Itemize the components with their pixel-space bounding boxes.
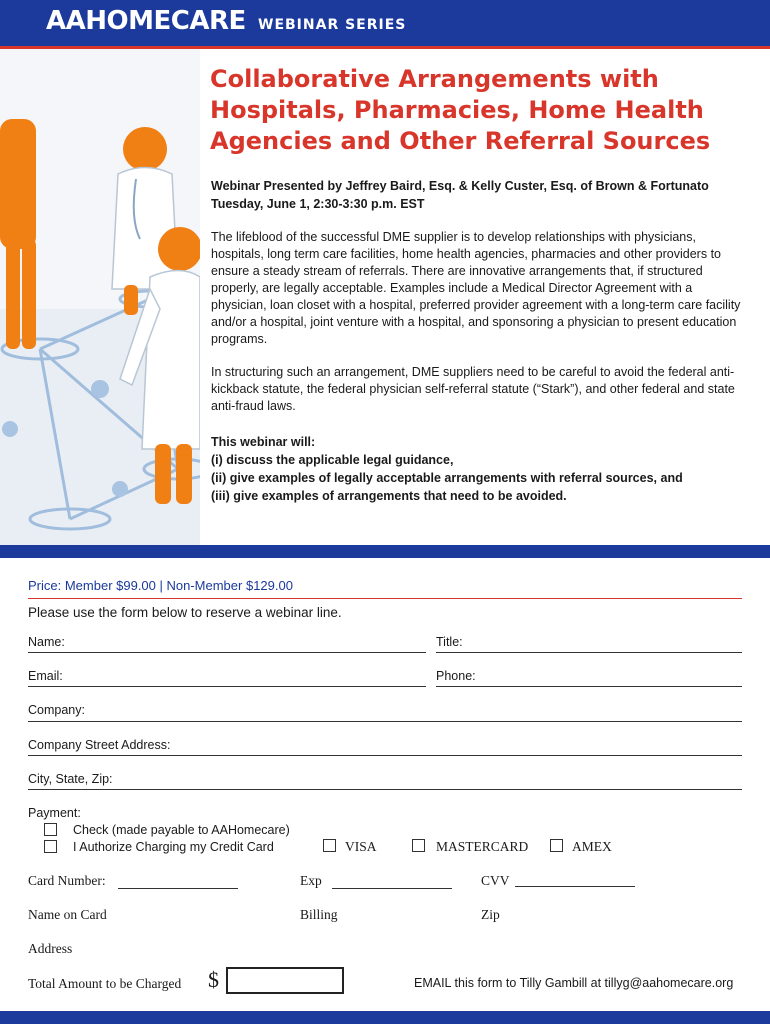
billing-label: Billing	[300, 907, 338, 922]
price-line: Price: Member $99.00 | Non-Member $129.00	[28, 578, 293, 593]
presenter-line: Webinar Presented by Jeffrey Baird, Esq. & Kelly Custer, Esq. of Brown & Fortunato	[211, 179, 709, 193]
phone-label: Phone:	[436, 669, 476, 683]
description-paragraph-2: In structuring such an arrangement, DME suppliers need to be careful to avoid the federal anti-kickback statute, the federal physician self-referral statute (“Stark”), and other federal and state anti-fraud laws.	[211, 365, 735, 413]
objective-item-2: (ii) give examples of legally acceptable arrangements with referral sources, and	[211, 471, 683, 485]
total-amount-field[interactable]	[226, 967, 344, 994]
webinar-series-label: WEBINAR SERIES	[258, 17, 407, 33]
webinar-objectives	[211, 433, 756, 505]
title-label: Title:	[436, 635, 463, 649]
presenter-block	[211, 177, 756, 213]
form-instruction: Please use the form below to reserve a webinar line.	[28, 605, 342, 620]
webinar-date: Tuesday, June 1, 2:30-3:30 p.m. EST	[211, 197, 425, 211]
cvv-label: CVV	[481, 873, 510, 888]
header-bar	[0, 0, 770, 46]
card-number-field[interactable]	[118, 888, 238, 889]
cvv-field[interactable]	[515, 886, 635, 887]
phone-field[interactable]	[436, 686, 742, 687]
card-number-label: Card Number:	[28, 873, 106, 888]
objective-item-1: (i) discuss the applicable legal guidance,	[211, 453, 454, 467]
section-divider-band	[0, 545, 770, 558]
footer-band	[0, 1011, 770, 1024]
total-amount-label: Total Amount to be Charged	[28, 976, 182, 991]
payment-label: Payment:	[28, 806, 81, 820]
title-field[interactable]	[436, 652, 742, 653]
title-line-3: Agencies and Other Referral Sources	[210, 127, 711, 155]
name-on-card-label: Name on Card	[28, 907, 107, 922]
exp-field[interactable]	[332, 888, 452, 889]
name-label: Name:	[28, 635, 65, 649]
credit-card-checkbox[interactable]	[44, 840, 57, 853]
mastercard-checkbox[interactable]	[412, 839, 425, 852]
city-state-zip-label: City, State, Zip:	[28, 772, 113, 786]
dollar-sign: $	[208, 967, 219, 992]
company-label: Company:	[28, 703, 85, 717]
webinar-title	[210, 64, 750, 157]
address-label: Address	[28, 941, 73, 956]
amex-checkbox[interactable]	[550, 839, 563, 852]
title-line-1: Collaborative Arrangements with	[210, 65, 659, 93]
company-field[interactable]	[28, 721, 742, 722]
mastercard-label: MASTERCARD	[436, 839, 529, 854]
email-label: Email:	[28, 669, 63, 683]
street-address-label: Company Street Address:	[28, 738, 171, 752]
name-field[interactable]	[28, 652, 426, 653]
price-red-rule	[28, 598, 742, 599]
zip-label: Zip	[481, 907, 500, 922]
visa-checkbox[interactable]	[323, 839, 336, 852]
description-paragraph-1: The lifeblood of the successful DME supplier is to develop relationships with physicians, hospitals, long term care facilities, home health agencies, pharmacies and other providers to ensure a steady stream of referrals. There are innovative arrangements that, if structured properly, are legally acceptable. Examples include a Medical Director Agreement with a physician, loan closet with a hospital, preferred provider agreement with a long-term care facility and/or a hospital, joint venture with a hospital, and sponsoring a physician to present education programs.	[211, 230, 741, 346]
exp-label: Exp	[300, 873, 322, 888]
check-option-label: Check (made payable to AAHomecare)	[73, 823, 290, 837]
credit-card-option-label: I Authorize Charging my Credit Card	[73, 840, 274, 854]
people-network-illustration	[0, 49, 200, 545]
visa-label: VISA	[345, 839, 377, 854]
aahomecare-logo: AAHOMECARE	[46, 6, 246, 36]
email-instruction: EMAIL this form to Tilly Gambill at tillyg@aahomecare.org	[414, 976, 734, 990]
title-line-2: Hospitals, Pharmacies, Home Health	[210, 96, 704, 124]
street-address-field[interactable]	[28, 755, 742, 756]
amex-label: AMEX	[572, 839, 612, 854]
objective-item-3: (iii) give examples of arrangements that need to be avoided.	[211, 489, 567, 503]
objectives-heading: This webinar will:	[211, 435, 316, 449]
city-state-zip-field[interactable]	[28, 789, 742, 790]
email-field[interactable]	[28, 686, 426, 687]
check-checkbox[interactable]	[44, 823, 57, 836]
